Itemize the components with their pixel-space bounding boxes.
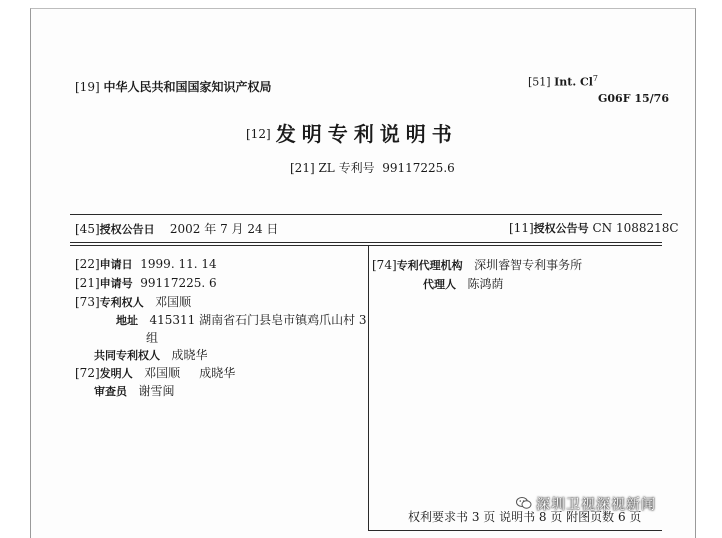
co-patentee-label: 共同专利权人 <box>94 349 160 362</box>
patent-no-label: ZL 专利号 <box>318 161 375 175</box>
agent-row <box>423 275 503 292</box>
inventor-value-1: 邓国顺 <box>144 366 181 380</box>
grant-date-label: 授权公告日 <box>99 223 155 236</box>
agency-code: [74] <box>372 258 397 272</box>
issuer-code: [19] <box>75 80 100 94</box>
patent-no-code: [21] <box>290 161 315 175</box>
grant-date-line <box>75 220 278 237</box>
agency-value: 深圳睿智专利事务所 <box>474 258 583 272</box>
examiner-value: 谢雪闽 <box>138 384 175 398</box>
patentee-label: 专利权人 <box>99 296 144 309</box>
apply-no-row <box>75 275 217 291</box>
title-text: 发明专利说明书 <box>275 122 458 146</box>
column-divider <box>368 245 369 530</box>
issuer-name: 中华人民共和国国家知识产权局 <box>103 80 272 94</box>
agent-value: 陈鸿荫 <box>467 277 504 291</box>
bottom-rule <box>368 530 662 531</box>
grant-number-line <box>509 220 679 236</box>
int-cl-sup: 7 <box>592 74 599 83</box>
examiner-row <box>94 382 174 399</box>
apply-date-code: [22] <box>75 257 100 271</box>
co-patentee-row <box>94 346 207 363</box>
page-count-line: 权利要求书 3 页 说明书 8 页 附图页数 6 页 <box>408 510 642 524</box>
table-top-rule-double <box>70 245 662 246</box>
agency-label: 专利代理机构 <box>396 259 463 272</box>
grant-no-code: [11] <box>509 221 534 235</box>
int-cl-code: [51] <box>528 75 551 89</box>
int-cl-text: Int. Cl <box>554 75 593 89</box>
int-cl-value: G06F 15/76 <box>598 92 669 105</box>
address-row <box>116 311 367 328</box>
inventor-row <box>75 364 235 381</box>
apply-no-code: [21] <box>75 276 100 290</box>
agency-row <box>372 256 582 273</box>
patent-no-value: 99117225.6 <box>382 161 455 175</box>
agent-label: 代理人 <box>423 278 456 291</box>
grant-date-code: [45] <box>75 222 100 236</box>
apply-date-row <box>75 256 217 272</box>
address-line2: 组 <box>146 331 159 345</box>
patentee-row <box>75 293 191 310</box>
grant-no-value: CN 1088218C <box>592 221 679 235</box>
apply-date-value: 1999. 11. 14 <box>140 257 217 271</box>
patentee-value: 邓国顺 <box>155 295 192 309</box>
inventor-label: 发明人 <box>99 367 133 380</box>
wechat-icon <box>516 496 532 510</box>
int-cl-label <box>528 74 598 89</box>
apply-no-value: 99117225. 6 <box>140 276 217 290</box>
patentee-code: [73] <box>75 295 100 309</box>
inventor-value-2: 成晓华 <box>199 366 236 380</box>
grant-date-value: 2002 年 7 月 24 日 <box>169 222 279 236</box>
table-top-rule <box>70 242 662 243</box>
patent-number-line <box>290 159 455 176</box>
title-code: [12] <box>246 127 271 141</box>
top-rule <box>70 214 662 215</box>
document-title <box>246 118 458 147</box>
apply-date-label: 申请日 <box>99 258 133 271</box>
apply-no-label: 申请号 <box>99 277 133 290</box>
address-line1: 415311 湖南省石门县皂市镇鸡爪山村 3 <box>149 313 367 327</box>
examiner-label: 审查员 <box>94 385 127 398</box>
inventor-code: [72] <box>75 366 100 380</box>
grant-no-label: 授权公告号 <box>533 222 589 235</box>
watermark-text: 深圳卫视深视新闻 <box>536 497 656 513</box>
co-patentee-value: 成晓华 <box>171 348 208 362</box>
address-label: 地址 <box>116 314 138 327</box>
issuer-line <box>75 78 271 95</box>
